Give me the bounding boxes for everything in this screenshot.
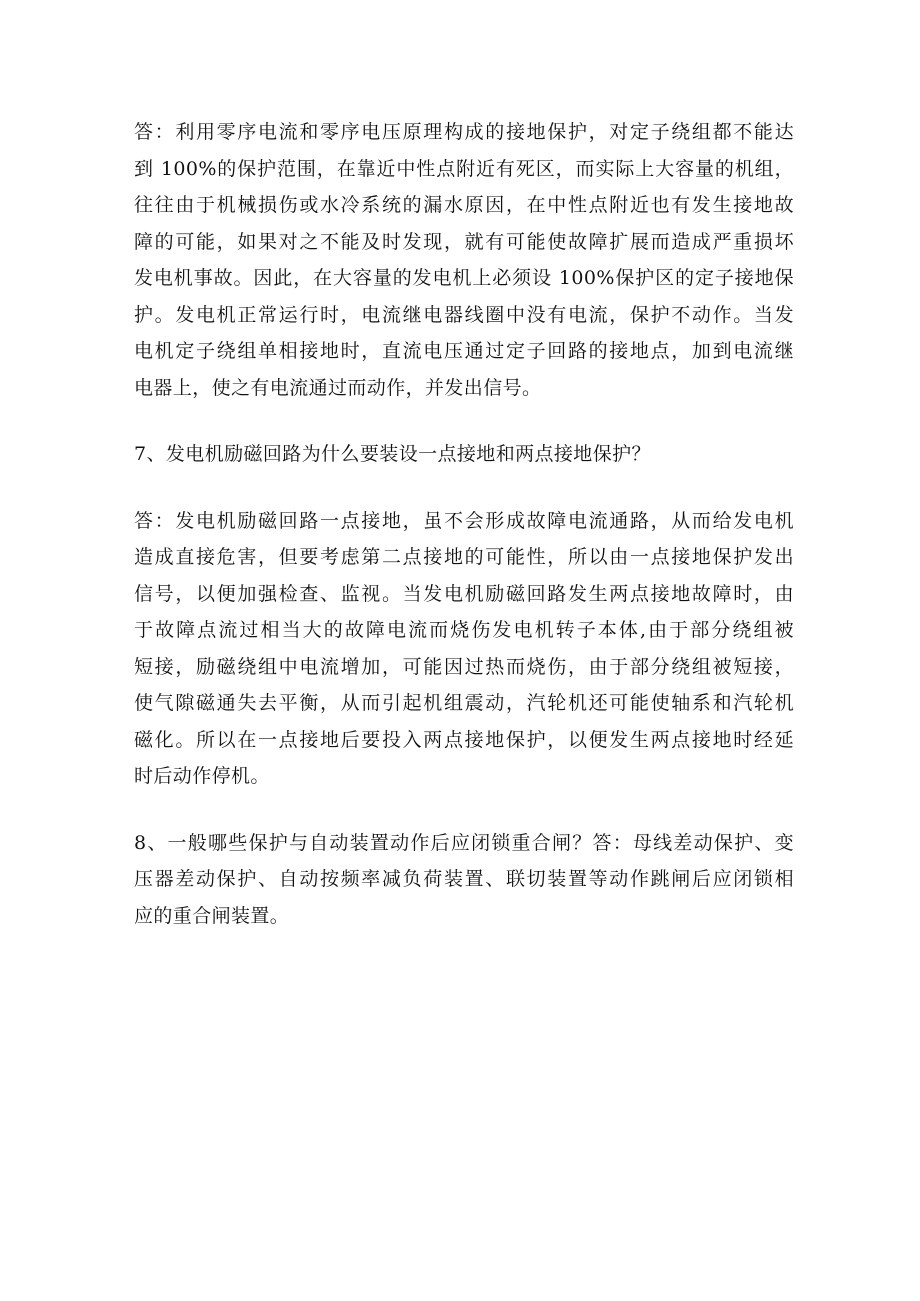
question-8-line-2: 压器差动保护、自动按频率减负荷装置、联切装置等动作跳闸后应闭锁相: [134, 868, 794, 890]
document-page: [134, 114, 794, 934]
answer-7-paragraph: [134, 503, 794, 795]
question-8-paragraph: [134, 825, 794, 935]
question-8-line-1: 8、一般哪些保护与自动装置动作后应闭锁重合闸？答：母线差动保护、变: [134, 831, 794, 854]
answer-7-line-5: 短接，励磁绕组中电流增加，可能因过热而烧伤，由于部分绕组被短接，: [134, 655, 794, 678]
answer-6-line-1: 答：利用零序电流和零序电压原理构成的接地保护，对定子绕组都不能达: [134, 121, 794, 143]
answer-7-line-1: 答：发电机励磁回路一点接地，虽不会形成故障电流通路，从而给发电机: [134, 509, 794, 532]
answer-6-line-6: 护。发电机正常运行时，电流继电器线圈中没有电流，保护不动作。当发: [134, 303, 794, 326]
question-7-text: 7、发电机励磁回路为什么要装设一点接地和两点接地保护？: [134, 443, 651, 465]
answer-6-line-7: 电机定子绕组单相接地时，直流电压通过定子回路的接地点，加到电流继: [134, 340, 794, 362]
answer-6-line-5: 发电机事故。因此，在大容量的发电机上必须设 100%保护区的定子接地保: [134, 267, 794, 289]
answer-7-line-8: 时后动作停机。: [134, 765, 270, 787]
answer-7-line-6: 使气隙磁通失去平衡，从而引起机组震动，汽轮机还可能使轴系和汽轮机: [134, 692, 794, 714]
question-8-line-3: 应的重合闸装置。: [134, 904, 290, 927]
answer-7-line-7: 磁化。所以在一点接地后要投入两点接地保护，以便发生两点接地时经延: [134, 728, 794, 751]
answer-6-line-8: 电器上，使之有电流通过而动作，并发出信号。: [134, 376, 542, 399]
answer-6-line-3: 往往由于机械损伤或水冷系统的漏水原因，在中性点附近也有发生接地故: [134, 194, 794, 216]
answer-6-paragraph: [134, 114, 794, 406]
answer-7-line-3: 信号，以便加强检查、监视。当发电机励磁回路发生两点接地故障时，由: [134, 582, 794, 605]
answer-6-line-4: 障的可能，如果对之不能及时发现，就有可能使故障扩展而造成严重损坏: [134, 230, 794, 253]
answer-6-line-2: 到 100%的保护范围，在靠近中性点附近有死区，而实际上大容量的机组，: [134, 157, 794, 180]
question-7-heading: [134, 436, 794, 473]
answer-7-line-2: 造成直接危害，但要考虑第二点接地的可能性，所以由一点接地保护发出: [134, 546, 794, 568]
answer-7-line-4: 于故障点流过相当大的故障电流而烧伤发电机转子本体,由于部分绕组被: [134, 619, 794, 641]
